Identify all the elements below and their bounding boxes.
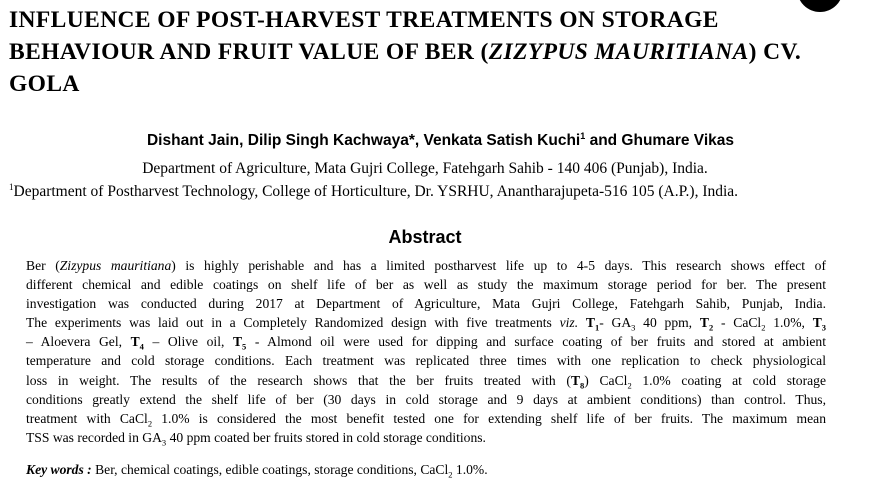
- text-run: TSS was recorded in GA: [26, 429, 162, 445]
- treatment-number: 5: [242, 342, 247, 353]
- treatment-label: [699, 315, 714, 333]
- title-line-2-start: BEHAVIOUR AND FRUIT VALUE OF BER (: [9, 39, 489, 65]
- treatment-number: 3: [821, 323, 827, 333]
- subscript: 2: [627, 380, 632, 391]
- abstract-heading: Abstract: [388, 227, 462, 247]
- treatment-letter: T: [130, 334, 140, 350]
- abstract-line: different chemical and edible coatings on shelf life of ber as well as study the maximum storage period for ber. The present: [26, 277, 826, 293]
- treatment-number: 1: [594, 323, 600, 333]
- affiliation-marker: 1: [9, 181, 14, 192]
- text-run: treatment with CaCl: [26, 410, 148, 426]
- treatment-letter: T: [570, 372, 581, 388]
- text-run: The experiments was laid out in a Completely Randomized design with five treatments: [26, 315, 560, 331]
- abstract-line: [26, 409, 826, 428]
- abstract-line: investigation was conducted during 2017 at Department of Agriculture, Mata Gujri College, Fatehgarh Sahib, Punjab, India.: [26, 296, 826, 312]
- keywords-label: Key words :: [26, 462, 92, 477]
- text-run: - CaCl: [713, 315, 762, 331]
- viz-abbreviation: viz.: [559, 315, 579, 331]
- treatment-letter: T: [232, 334, 243, 350]
- abstract-line: temperature and cold storage conditions. Each treatment was replicated three times with one replication to check physiological: [26, 353, 826, 369]
- treatment-letter: T: [812, 315, 822, 331]
- title-line-3: GOLA: [9, 71, 80, 97]
- text-run: 40 ppm,: [635, 315, 700, 331]
- author-list: [0, 130, 881, 152]
- abstract-line: [26, 428, 826, 447]
- affiliation-secondary: [9, 181, 738, 203]
- abstract-line: [26, 256, 826, 275]
- title-line-1: INFLUENCE OF POST-HARVEST TREATMENTS ON STORAGE: [9, 7, 719, 33]
- text-run: loss in weight. The results of the research shows that the ber fruits treated with (: [26, 372, 571, 388]
- text-run: 40 ppm coated ber fruits stored in cold storage conditions.: [166, 429, 486, 445]
- treatment-number: 2: [708, 323, 714, 333]
- text-run: – Olive oil,: [143, 334, 233, 350]
- subscript: 2: [147, 418, 153, 429]
- author-names-part-2: and Ghumare Vikas: [585, 132, 735, 149]
- keywords-subscript: 2: [448, 469, 453, 480]
- text-run: Ber (: [26, 258, 60, 273]
- text-run: 1.0%,: [765, 315, 813, 331]
- title-line-2: [9, 36, 869, 68]
- treatment-number: 4: [139, 342, 144, 353]
- title-species-name: ZIZYPUS MAURITIANA: [488, 39, 749, 65]
- treatment-letter: T: [699, 315, 709, 331]
- subscript: 2: [761, 323, 766, 333]
- article-title: [9, 4, 869, 100]
- abstract-line: [26, 313, 826, 332]
- text-run: ) is highly perishable and has a limited postharvest life up to 4-5 days. This research shows effect of: [171, 258, 826, 273]
- species-name: Zizypus mauritiana: [59, 258, 172, 273]
- text-run: – Aloevera Gel,: [26, 334, 131, 350]
- text-run: 1.0% is considered the most benefit tested one for extending shelf life of ber fruits. The maximum mean: [152, 410, 826, 426]
- treatment-label: [570, 372, 585, 391]
- keywords-text: Ber, chemical coatings, edible coatings, storage conditions, CaCl: [91, 462, 449, 477]
- treatment-label: [130, 334, 144, 353]
- treatment-label: [232, 334, 247, 353]
- author-affiliation-marker: 1: [580, 130, 586, 141]
- title-line-2-end: ) CV.: [748, 39, 802, 65]
- treatment-label: [812, 315, 827, 333]
- affiliation-primary: Department of Agriculture, Mata Gujri College, Fatehgarh Sahib - 140 406 (Punjab), India.: [142, 160, 708, 177]
- keywords-tail: 1.0%.: [452, 462, 488, 477]
- subscript: 3: [161, 437, 167, 448]
- treatment-number: 8: [580, 380, 585, 391]
- text-run: 1.0% coating at cold storage: [631, 372, 826, 388]
- treatment-label: [585, 315, 600, 333]
- text-run: ) CaCl: [584, 372, 628, 388]
- text-run: - GA: [599, 315, 632, 331]
- subscript: 3: [631, 323, 636, 333]
- abstract-line: [26, 332, 826, 351]
- keywords-line: [26, 460, 488, 479]
- abstract-body: [26, 256, 826, 447]
- abstract-line: [26, 371, 826, 390]
- text-run: - Almond oil were used for dipping and surface coating of ber fruits and stored at ambient: [246, 334, 826, 350]
- treatment-letter: T: [585, 315, 595, 331]
- author-names-part-1: Dishant Jain, Dilip Singh Kachwaya*, Venkata Satish Kuchi: [146, 132, 581, 149]
- affiliation-secondary-text: Department of Postharvest Technology, College of Horticulture, Dr. YSRHU, Anantharajupeta-516 105 (A.P.), India.: [13, 183, 739, 200]
- abstract-line: conditions greatly extend the shelf life of ber (30 days in cold storage and 9 days at ambient conditions) than control. Thus,: [26, 391, 826, 407]
